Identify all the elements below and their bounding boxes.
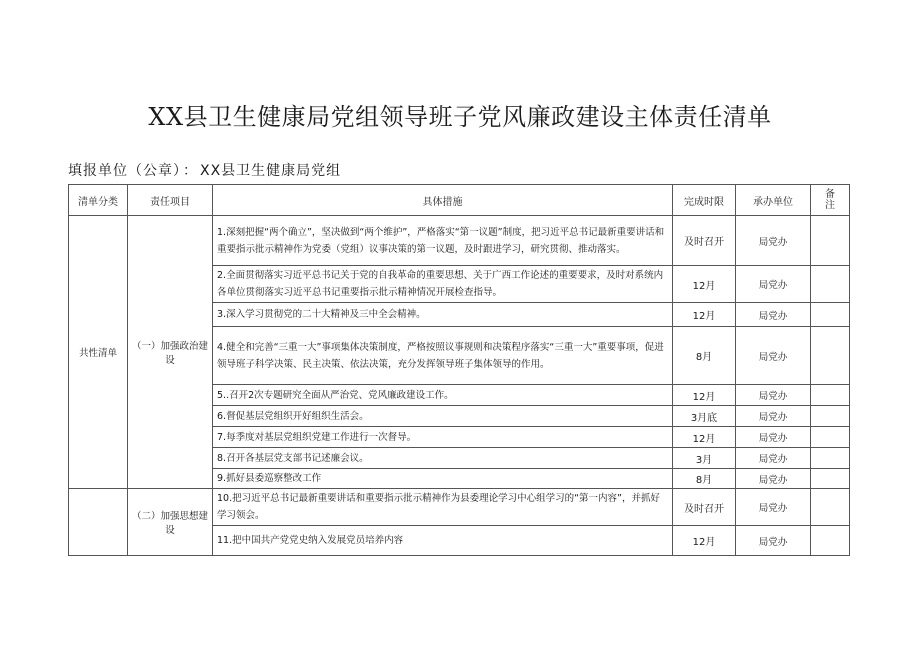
dept-cell: 局党办 [736, 385, 811, 406]
category-cell: 共性清单 [69, 216, 128, 489]
remark-cell [811, 303, 850, 327]
measure-cell: 1.深刻把握“两个确立”，坚决做到“两个维护”，严格落实“第一议题”制度，把习近平总书记最新重要讲话和重要指示批示精神作为党委（党组）议事决策的第一议题，及时跟进学习，研究贯彻、推动落实。 [213, 216, 673, 266]
deadline-cell: 及时召开 [673, 489, 736, 526]
remark-cell [811, 489, 850, 526]
dept-cell: 局党办 [736, 448, 811, 469]
measure-cell: 3.深入学习贯彻党的二十大精神及三中全会精神。 [213, 303, 673, 327]
item-cell: （一）加强政治建设 [128, 216, 213, 489]
remark-cell [811, 448, 850, 469]
reporting-unit-label: 填报单位（公章） [68, 163, 181, 179]
measure-cell: 2.全面贯彻落实习近平总书记关于党的自我革命的重要思想、关于广西工作论述的重要要求，及时对系统内各单位贯彻落实习近平总书记重要指示批示精神情况开展检查指导。 [213, 266, 673, 303]
dept-cell: 局党办 [736, 303, 811, 327]
measure-cell: 6.督促基层党组织开好组织生活会。 [213, 406, 673, 427]
dept-cell: 局党办 [736, 469, 811, 489]
reporting-unit-value: XX县卫生健康局党组 [200, 163, 342, 179]
measure-cell: 10.把习近平总书记最新重要讲话和重要指示批示精神作为县委理论学习中心组学习的“第一内容”，并抓好学习领会。 [213, 489, 673, 526]
reporting-unit-separator: ： [183, 163, 198, 179]
deadline-cell: 及时召开 [673, 216, 736, 266]
dept-cell: 局党办 [736, 216, 811, 266]
responsibility-table [68, 184, 850, 556]
page-title: XX县卫生健康局党组领导班子党风廉政建设主体责任清单 [148, 103, 772, 131]
table-header-row [69, 185, 850, 216]
deadline-cell: 12月 [673, 303, 736, 327]
category-cell-continued [69, 489, 128, 556]
remark-cell [811, 469, 850, 489]
remark-cell [811, 526, 850, 556]
measure-cell: 8.召开各基层党支部书记述廉会议。 [213, 448, 673, 469]
dept-cell: 局党办 [736, 406, 811, 427]
header-item: 责任项目 [128, 185, 213, 216]
remark-cell [811, 266, 850, 303]
deadline-cell: 12月 [673, 427, 736, 448]
header-remark: 备注 [811, 185, 850, 216]
deadline-cell: 3月 [673, 448, 736, 469]
header-measure: 具体措施 [213, 185, 673, 216]
header-deadline: 完成时限 [673, 185, 736, 216]
header-dept: 承办单位 [736, 185, 811, 216]
item-cell: （二）加强思想建设 [128, 489, 213, 556]
measure-cell: 4.健全和完善“三重一大”事项集体决策制度，严格按照议事规则和决策程序落实“三重一大”重要事项，促进领导班子科学决策、民主决策、依法决策，充分发挥领导班子集体领导的作用。 [213, 327, 673, 385]
remark-cell [811, 406, 850, 427]
header-category: 清单分类 [69, 185, 128, 216]
remark-cell [811, 327, 850, 385]
measure-cell: 5..召开2次专题研究全面从严治党、党风廉政建设工作。 [213, 385, 673, 406]
remark-cell [811, 216, 850, 266]
dept-cell: 局党办 [736, 526, 811, 556]
table-row [69, 489, 850, 526]
deadline-cell: 12月 [673, 526, 736, 556]
deadline-cell: 8月 [673, 469, 736, 489]
remark-cell [811, 385, 850, 406]
deadline-cell: 3月底 [673, 406, 736, 427]
deadline-cell: 12月 [673, 266, 736, 303]
deadline-cell: 8月 [673, 327, 736, 385]
dept-cell: 局党办 [736, 266, 811, 303]
remark-cell [811, 427, 850, 448]
dept-cell: 局党办 [736, 489, 811, 526]
measure-cell: 11.把中国共产党党史纳入发展党员培养内容 [213, 526, 673, 556]
measure-cell: 7.每季度对基层党组织党建工作进行一次督导。 [213, 427, 673, 448]
table-row [69, 216, 850, 266]
dept-cell: 局党办 [736, 327, 811, 385]
reporting-unit [68, 160, 341, 180]
measure-cell: 9.抓好县委巡察整改工作 [213, 469, 673, 489]
dept-cell: 局党办 [736, 427, 811, 448]
deadline-cell: 12月 [673, 385, 736, 406]
